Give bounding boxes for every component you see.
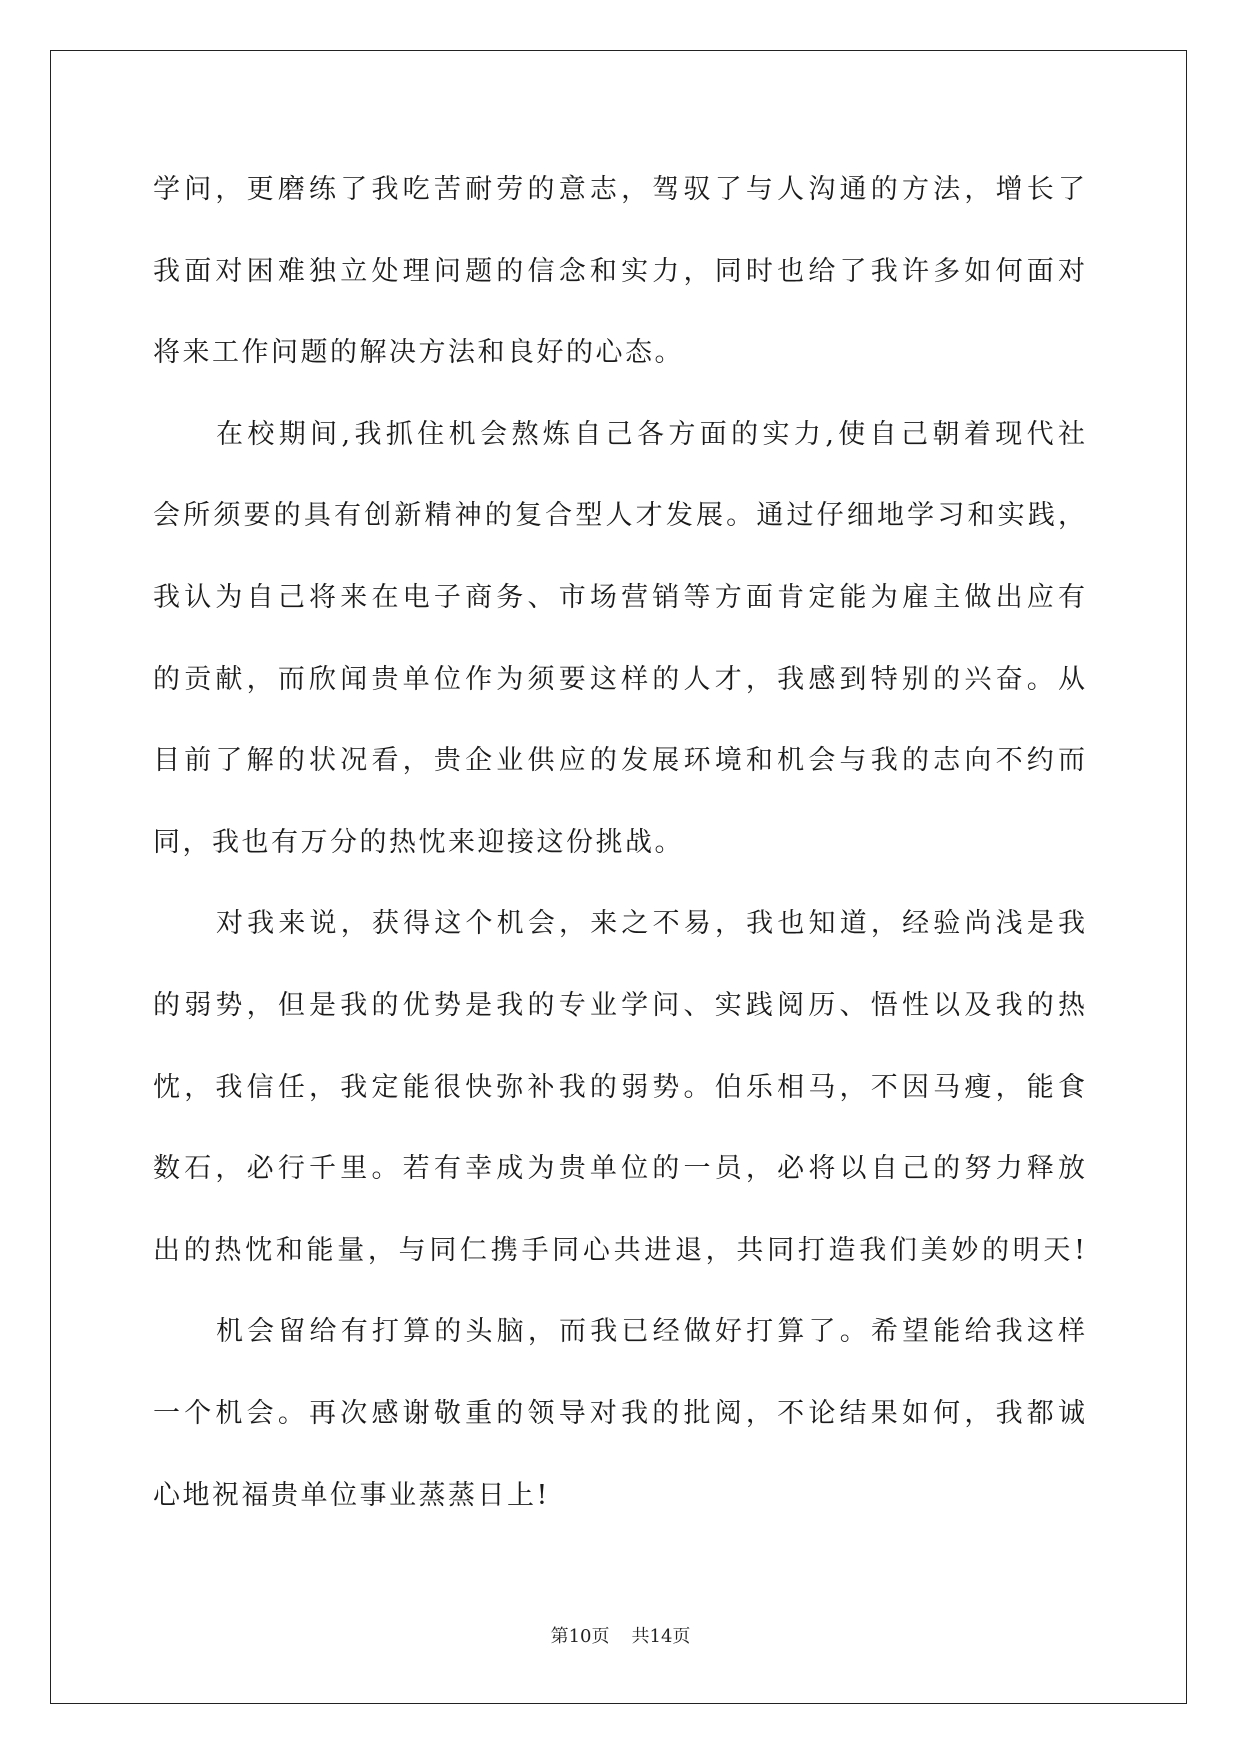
text-line: 我面对困难独立处理问题的信念和实力，同时也给了我许多如何面对: [153, 255, 1085, 287]
paragraph: [153, 394, 1085, 884]
text-line: 忱，我信任，我定能很快弥补我的弱势。伯乐相马，不因马瘦，能食: [153, 1071, 1085, 1103]
text-line: 将来工作问题的解决方法和良好的心态。: [153, 337, 684, 369]
text-line: 一个机会。再次感谢敬重的领导对我的批阅，不论结果如何，我都诚: [153, 1397, 1085, 1429]
page-total: 共14页: [631, 1626, 691, 1647]
text-line: 对我来说，获得这个机会，来之不易，我也知道，经验尚浅是我: [216, 908, 1085, 940]
text-line: 出的热忱和能量，与同仁携手同心共进退，共同打造我们美妙的明天!: [153, 1234, 1085, 1266]
text-line: 我认为自己将来在电子商务、市场营销等方面肯定能为雇主做出应有: [153, 581, 1085, 613]
body-text: [153, 149, 1085, 1536]
text-line: 学问，更磨练了我吃苦耐劳的意志，驾驭了与人沟通的方法，增长了: [153, 174, 1085, 205]
page-number: 第10页: [550, 1626, 610, 1647]
text-line: 在校期间,我抓住机会熬炼自己各方面的实力,使自己朝着现代社: [216, 418, 1085, 450]
text-line: 目前了解的状况看，贵企业供应的发展环境和机会与我的志向不约而: [153, 745, 1085, 777]
paragraph: [153, 1291, 1085, 1536]
text-line: 同，我也有万分的热忱来迎接这份挑战。: [153, 826, 684, 858]
paragraph: [153, 149, 1085, 394]
text-line: 会所须要的具有创新精神的复合型人才发展。通过仔细地学习和实践，: [153, 500, 1085, 532]
text-line: 数石，必行千里。若有幸成为贵单位的一员，必将以自己的努力释放: [153, 1153, 1085, 1185]
text-line: 机会留给有打算的头脑，而我已经做好打算了。希望能给我这样: [216, 1316, 1085, 1348]
text-line: 心地祝福贵单位事业蒸蒸日上!: [153, 1479, 550, 1511]
text-line: 的弱势，但是我的优势是我的专业学问、实践阅历、悟性以及我的热: [153, 989, 1085, 1021]
page-footer: [0, 1623, 1241, 1651]
paragraph: [153, 883, 1085, 1291]
text-line: 的贡献，而欣闻贵单位作为须要这样的人才，我感到特别的兴奋。从: [153, 663, 1085, 695]
